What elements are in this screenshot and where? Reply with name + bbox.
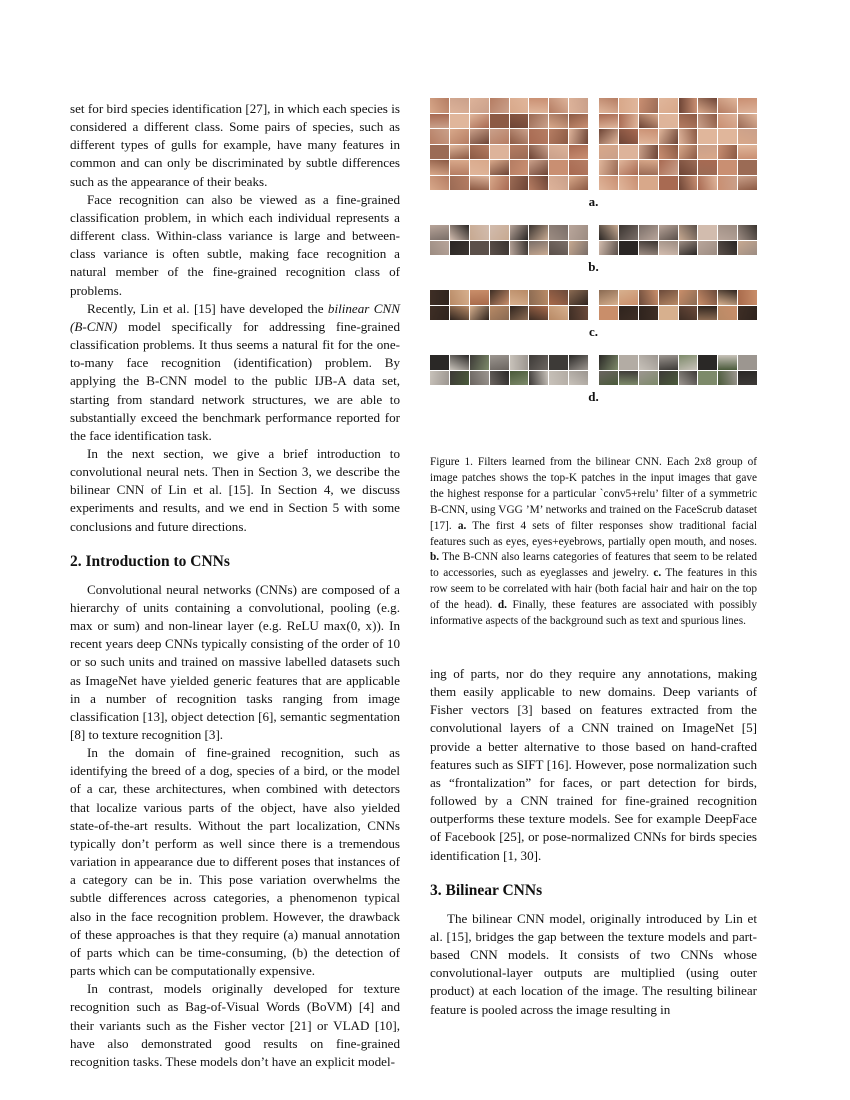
image-patch xyxy=(510,306,529,321)
image-patch xyxy=(718,371,737,386)
image-patch xyxy=(430,129,449,144)
image-patch xyxy=(510,129,529,144)
image-patch xyxy=(659,160,678,175)
emphasis-text: bilinear CNN (B-CNN) xyxy=(70,300,400,334)
image-patch xyxy=(529,145,548,160)
image-patch xyxy=(698,114,717,129)
image-patch xyxy=(659,241,678,256)
caption-label: b. xyxy=(430,551,440,564)
image-patch xyxy=(718,225,737,240)
image-patch xyxy=(470,98,489,113)
panel-a xyxy=(430,98,757,190)
image-patch xyxy=(679,306,698,321)
image-patch xyxy=(639,176,658,191)
image-patch xyxy=(718,114,737,129)
image-patch xyxy=(569,176,588,191)
image-patch xyxy=(490,176,509,191)
image-patch xyxy=(738,355,757,370)
image-patch xyxy=(510,114,529,129)
image-patch xyxy=(569,145,588,160)
panel-label-c: c. xyxy=(588,324,599,339)
image-patch xyxy=(659,225,678,240)
image-patch xyxy=(430,355,449,370)
image-patch xyxy=(490,355,509,370)
image-patch xyxy=(639,371,658,386)
image-patch xyxy=(599,176,618,191)
image-patch xyxy=(619,145,638,160)
patch-grid xyxy=(430,98,588,190)
image-patch xyxy=(529,306,548,321)
image-patch xyxy=(679,160,698,175)
image-patch xyxy=(569,114,588,129)
image-patch xyxy=(549,355,568,370)
image-patch xyxy=(549,145,568,160)
image-patch xyxy=(599,114,618,129)
image-patch xyxy=(599,160,618,175)
image-patch xyxy=(599,355,618,370)
left-column xyxy=(70,100,400,1071)
image-patch xyxy=(569,225,588,240)
paragraph: Convolutional neural networks (CNNs) are composed of a hierarchy of units containing a convolutional, pooling (e.g. max or sum) and non-linear layer (e.g. ReLU max(0, x)). In recent years deep CNNs typically consisting of the order of 10 or so such units and trained on massive labelled datasets such as ImageNet have yielded generic features that are applicable in a number of recognition tasks ranging from image classification [13], object detection [6], semantic segmentation [8] to texture recognition [3]. xyxy=(70,581,400,742)
image-patch xyxy=(718,129,737,144)
patch-grid xyxy=(599,290,757,320)
image-patch xyxy=(569,355,588,370)
image-patch xyxy=(450,241,469,256)
image-patch xyxy=(738,241,757,256)
figure-1 xyxy=(430,98,757,405)
image-patch xyxy=(529,371,548,386)
patch-grid xyxy=(430,225,588,255)
patch-grid xyxy=(430,355,588,385)
image-patch xyxy=(619,241,638,256)
image-patch xyxy=(510,98,529,113)
image-patch xyxy=(430,176,449,191)
paragraph: In the next section, we give a brief introduction to convolutional neural nets. Then in Section 3, we describe the bilinear CNN of Lin et al. [15]. In Section 4, we discuss experiments and results, and we end in Section 5 with some conclusions and future directions. xyxy=(70,445,400,534)
image-patch xyxy=(490,98,509,113)
paragraph: In contrast, models originally developed for texture recognition such as Bag-of-Visual Words (BoVM) [4] and their variants such as the Fisher vector [21] or VLAD [10], have also demonstrated good results on fine-grained recognition tasks. These models don’t have an explicit model- xyxy=(70,981,400,1069)
image-patch xyxy=(470,145,489,160)
image-patch xyxy=(679,145,698,160)
image-patch xyxy=(639,225,658,240)
image-patch xyxy=(619,225,638,240)
image-patch xyxy=(639,98,658,113)
image-patch xyxy=(639,160,658,175)
image-patch xyxy=(450,114,469,129)
image-patch xyxy=(510,176,529,191)
image-patch xyxy=(549,98,568,113)
paragraph xyxy=(70,300,400,445)
image-patch xyxy=(639,241,658,256)
image-patch xyxy=(510,371,529,386)
image-patch xyxy=(639,145,658,160)
image-patch xyxy=(718,355,737,370)
image-patch xyxy=(510,355,529,370)
image-patch xyxy=(679,371,698,386)
image-patch xyxy=(490,306,509,321)
image-patch xyxy=(510,225,529,240)
figure-caption xyxy=(430,455,757,630)
image-patch xyxy=(698,225,717,240)
image-patch xyxy=(599,306,618,321)
image-patch xyxy=(490,145,509,160)
image-patch xyxy=(679,176,698,191)
image-patch xyxy=(529,114,548,129)
image-patch xyxy=(450,98,469,113)
image-patch xyxy=(569,98,588,113)
paragraph: ing of parts, nor do they require any annotations, making them easily applicable to new domains. Deep variants of Fisher vectors [3] based on features extracted from the convolutional layers of a CNN trained on ImageNet [5] provide a better alternative to those based on hand-crafted features such as SIFT [16]. However, pose normalization such as “frontalization” for faces, or part detection for birds, followed by a CNN trained for fine-grained recognition outperforms these texture models. See for example DeepFace of Facebook [25], or pose-normalized CNNs for birds species identification [1, 30]. xyxy=(430,666,757,863)
right-column xyxy=(430,665,757,1019)
image-patch xyxy=(490,290,509,305)
caption-label: d. xyxy=(497,599,507,612)
image-patch xyxy=(659,176,678,191)
image-patch xyxy=(599,98,618,113)
image-patch xyxy=(510,290,529,305)
image-patch xyxy=(639,114,658,129)
image-patch xyxy=(718,176,737,191)
panel-c xyxy=(430,290,757,320)
image-patch xyxy=(659,98,678,113)
section-heading: 3. Bilinear CNNs xyxy=(430,881,543,899)
image-patch xyxy=(639,306,658,321)
image-patch xyxy=(679,355,698,370)
patch-grid xyxy=(599,355,757,385)
image-patch xyxy=(599,241,618,256)
image-patch xyxy=(510,145,529,160)
image-patch xyxy=(698,98,717,113)
image-patch xyxy=(549,114,568,129)
image-patch xyxy=(738,225,757,240)
image-patch xyxy=(450,290,469,305)
panel-label-b: b. xyxy=(588,259,599,274)
image-patch xyxy=(659,290,678,305)
patch-grid xyxy=(599,225,757,255)
image-patch xyxy=(490,225,509,240)
image-patch xyxy=(738,145,757,160)
caption-text: The features in this row seem to be correlated with hair (both facial hair and hair on the top of the head). xyxy=(430,567,758,612)
image-patch xyxy=(569,290,588,305)
image-patch xyxy=(450,355,469,370)
image-patch xyxy=(549,241,568,256)
image-patch xyxy=(619,290,638,305)
image-patch xyxy=(529,290,548,305)
image-patch xyxy=(470,129,489,144)
caption-text: The first 4 sets of filter responses show traditional facial features such as eyes, eyes+eyebrows, partially open mouth, and noses. xyxy=(430,519,757,548)
image-patch xyxy=(698,306,717,321)
image-patch xyxy=(738,129,757,144)
image-patch xyxy=(698,355,717,370)
image-patch xyxy=(430,98,449,113)
image-patch xyxy=(738,371,757,386)
image-patch xyxy=(659,306,678,321)
paragraph: Face recognition can also be viewed as a fine-grained classification problem, in which each individual represents a different class. Within-class variance is large and between-class variance is often subtle, making face recognition a natural member of the fine-grained recognition class of problems. xyxy=(70,191,400,298)
image-patch xyxy=(490,160,509,175)
image-patch xyxy=(738,160,757,175)
image-patch xyxy=(639,355,658,370)
image-patch xyxy=(659,129,678,144)
image-patch xyxy=(510,241,529,256)
image-patch xyxy=(529,241,548,256)
image-patch xyxy=(569,306,588,321)
image-patch xyxy=(599,371,618,386)
image-patch xyxy=(430,241,449,256)
panel-label-d: d. xyxy=(588,389,599,404)
image-patch xyxy=(490,129,509,144)
image-patch xyxy=(549,129,568,144)
image-patch xyxy=(619,129,638,144)
image-patch xyxy=(718,98,737,113)
image-patch xyxy=(430,290,449,305)
image-patch xyxy=(470,160,489,175)
patch-grid xyxy=(599,98,757,190)
image-patch xyxy=(599,145,618,160)
image-patch xyxy=(659,145,678,160)
image-patch xyxy=(599,225,618,240)
caption-text: Figure 1. Filters learned from the bilinear CNN. Each 2x8 group of image patches shows the top-K patches in the input images that gave the highest response for a particular `conv5+relu’ filter of a symmetric B-CNN, using VGG ’M’ networks and trained on the FaceScrub dataset [17]. xyxy=(430,456,757,532)
patch-grid xyxy=(430,290,588,320)
image-patch xyxy=(450,145,469,160)
image-patch xyxy=(738,176,757,191)
image-patch xyxy=(738,98,757,113)
image-patch xyxy=(679,225,698,240)
image-patch xyxy=(470,355,489,370)
caption-label: a. xyxy=(457,519,467,532)
paragraph-text: Recently, Lin et al. [15] have developed the xyxy=(87,300,328,316)
image-patch xyxy=(549,290,568,305)
image-patch xyxy=(510,160,529,175)
image-patch xyxy=(738,306,757,321)
image-patch xyxy=(619,98,638,113)
image-patch xyxy=(619,371,638,386)
image-patch xyxy=(599,290,618,305)
paragraph: set for bird species identification [27], in which each species is considered a different class. Some pairs of species, such as different types of gulls for example, have many features in common and can only be discriminated by subtle differences such as the appearance of their beaks. xyxy=(70,101,400,189)
image-patch xyxy=(698,176,717,191)
panel-label-a: a. xyxy=(588,194,599,209)
image-patch xyxy=(549,160,568,175)
image-patch xyxy=(679,241,698,256)
image-patch xyxy=(450,225,469,240)
image-patch xyxy=(529,129,548,144)
image-patch xyxy=(639,290,658,305)
image-patch xyxy=(549,306,568,321)
image-patch xyxy=(470,114,489,129)
image-patch xyxy=(470,306,489,321)
image-patch xyxy=(470,290,489,305)
image-patch xyxy=(698,290,717,305)
caption-label: c. xyxy=(653,567,662,580)
image-patch xyxy=(470,371,489,386)
image-patch xyxy=(470,176,489,191)
image-patch xyxy=(529,160,548,175)
image-patch xyxy=(490,241,509,256)
paragraph-text: model specifically for addressing fine-grained classification problems. It thus seems a natural fit for the one-to-many face recognition (identification) problem. By applying the B-CNN model to the public IJB-A data set, starting from standard network structures, we are able to substantially exceed the benchmark performance reported for the face identification task. xyxy=(70,318,400,443)
image-patch xyxy=(619,160,638,175)
image-patch xyxy=(718,306,737,321)
image-patch xyxy=(470,225,489,240)
image-patch xyxy=(738,290,757,305)
image-patch xyxy=(549,371,568,386)
image-patch xyxy=(738,114,757,129)
image-patch xyxy=(490,371,509,386)
image-patch xyxy=(698,371,717,386)
image-patch xyxy=(639,129,658,144)
image-patch xyxy=(659,355,678,370)
image-patch xyxy=(659,371,678,386)
image-patch xyxy=(549,176,568,191)
image-patch xyxy=(718,241,737,256)
image-patch xyxy=(718,145,737,160)
image-patch xyxy=(450,176,469,191)
image-patch xyxy=(698,129,717,144)
panel-b xyxy=(430,225,757,255)
caption-text: Finally, these features are associated with possibly informative aspects of the background such as text and spurious lines. xyxy=(430,599,757,628)
image-patch xyxy=(450,129,469,144)
image-patch xyxy=(569,241,588,256)
caption-text: The B-CNN also learns categories of features that seem to be related to accessories, such as eyeglasses and jewelry. xyxy=(430,551,757,580)
image-patch xyxy=(430,371,449,386)
image-patch xyxy=(619,306,638,321)
image-patch xyxy=(430,114,449,129)
image-patch xyxy=(529,355,548,370)
image-patch xyxy=(430,145,449,160)
image-patch xyxy=(430,225,449,240)
section-heading: 2. Introduction to CNNs xyxy=(70,552,230,570)
image-patch xyxy=(529,176,548,191)
paragraph: The bilinear CNN model, originally introduced by Lin et al. [15], bridges the gap between the texture models and part-based CNN models. It consists of two CNNs whose convolutional-layer outputs are multiplied (using outer product) at each location of the image. The resulting bilinear feature is pooled across the image resulting in xyxy=(430,910,757,1017)
image-patch xyxy=(470,241,489,256)
image-patch xyxy=(450,306,469,321)
image-patch xyxy=(569,129,588,144)
image-patch xyxy=(450,371,469,386)
image-patch xyxy=(619,176,638,191)
image-patch xyxy=(529,225,548,240)
image-patch xyxy=(679,290,698,305)
image-patch xyxy=(430,306,449,321)
image-patch xyxy=(490,114,509,129)
image-patch xyxy=(549,225,568,240)
panel-d xyxy=(430,355,757,385)
image-patch xyxy=(450,160,469,175)
image-patch xyxy=(619,114,638,129)
image-patch xyxy=(619,355,638,370)
image-patch xyxy=(569,160,588,175)
image-patch xyxy=(679,114,698,129)
image-patch xyxy=(679,129,698,144)
image-patch xyxy=(529,98,548,113)
image-patch xyxy=(599,129,618,144)
image-patch xyxy=(569,371,588,386)
image-patch xyxy=(679,98,698,113)
image-patch xyxy=(698,241,717,256)
image-patch xyxy=(430,160,449,175)
image-patch xyxy=(698,160,717,175)
image-patch xyxy=(718,160,737,175)
image-patch xyxy=(698,145,717,160)
image-patch xyxy=(718,290,737,305)
image-patch xyxy=(659,114,678,129)
paragraph: In the domain of fine-grained recognition, such as identifying the breed of a dog, species of a bird, or the model of a car, these architectures, when combined with detectors that localize various parts of the object, have also yielded state-of-the-art results. Without the part localization, CNNs typically don’t perform as well since there is a tremendous variation in appearance due to different poses that instances of a category can be in. This pose variation overwhelms the subtle differences across categories, a phenomenon typical also in the face recognition problem. However, the drawback of these approaches is that they require (a) manual annotation of parts which can be time-consuming, (b) the detection of parts which can be computationally expensive. xyxy=(70,745,400,979)
